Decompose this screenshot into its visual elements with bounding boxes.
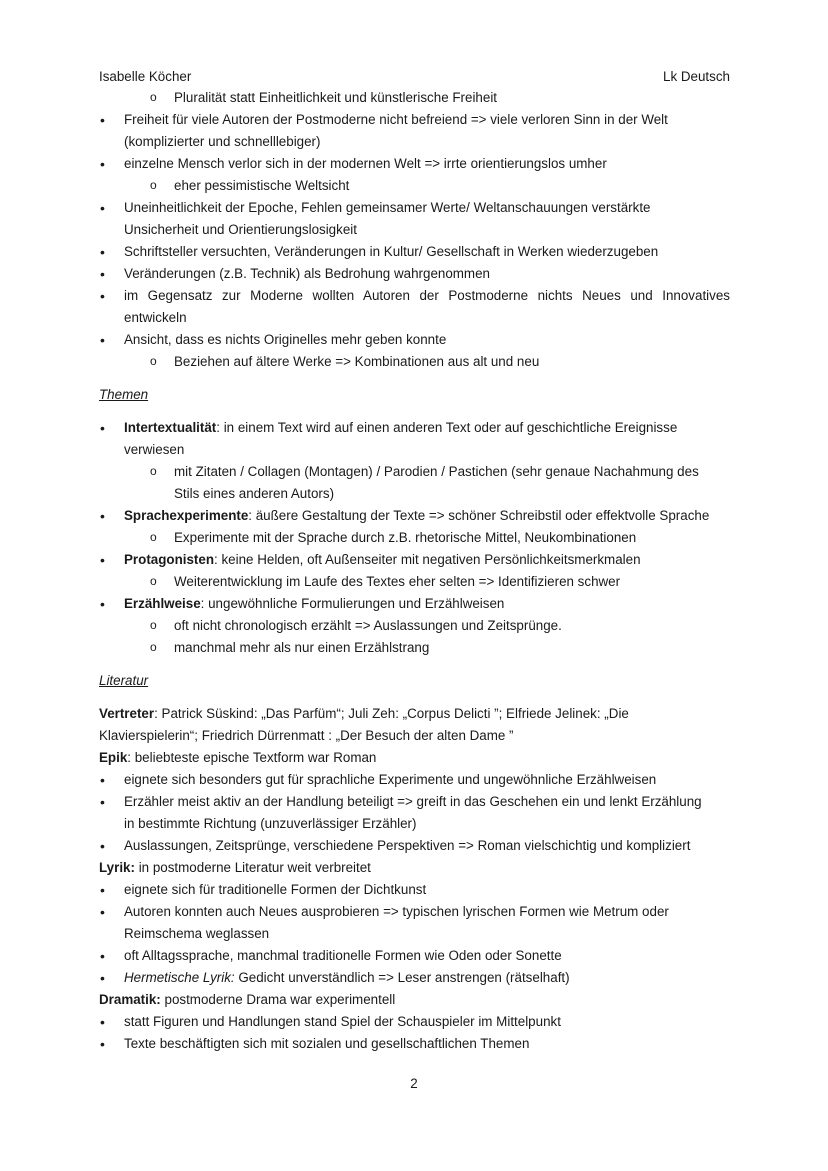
course-name: Lk Deutsch xyxy=(663,69,730,84)
bullet-text: • im Gegensatz zur Moderne wollten Autoren der Postmoderne nichts Neues und Innovatives xyxy=(124,288,730,303)
page-header xyxy=(99,69,730,87)
bullet-item: • einzelne Mensch verlor sich in der modernen Welt => irrte orientierungslos umher xyxy=(99,153,730,175)
bullet-text: (komplizierter und schnelllebiger) xyxy=(124,134,321,149)
term-label: Protagonisten xyxy=(124,552,215,567)
term-label: Hermetische Lyrik: xyxy=(124,970,235,985)
sub-bullet-item: o Beziehen auf ältere Werke => Kombinationen aus alt und neu xyxy=(99,351,730,373)
term-label: Dramatik: xyxy=(99,992,161,1007)
term-text: : äußere Gestaltung der Texte => schöner Schreibstil oder effektvolle Sprache xyxy=(248,508,710,523)
term-label: Intertextualität xyxy=(124,420,217,435)
bullet-item: • Ansicht, dass es nichts Originelles mehr geben konnte xyxy=(99,329,730,351)
bullet-item xyxy=(99,549,730,571)
term-text: : keine Helden, oft Außenseiter mit negativen Persönlichkeitsmerkmalen xyxy=(214,552,641,567)
bullet-item xyxy=(99,505,730,527)
sub-bullet-item: o oft nicht chronologisch erzählt => Auslassungen und Zeitsprünge. xyxy=(99,615,730,637)
bullet-item: • statt Figuren und Handlungen stand Spiel der Schauspieler im Mittelpunkt xyxy=(99,1011,730,1033)
bullet-text: • Uneinheitlichkeit der Epoche, Fehlen gemeinsamer Werte/ Weltanschauungen verstärkte xyxy=(124,200,651,215)
author-name: Isabelle Köcher xyxy=(99,69,192,84)
bullet-item xyxy=(99,109,730,153)
sub-bullet-item: o Experimente mit der Sprache durch z.B. rhetorische Mittel, Neukombinationen xyxy=(99,527,730,549)
bullet-item: • Texte beschäftigten sich mit sozialen und gesellschaftlichen Themen xyxy=(99,1033,730,1055)
bullet-text: • Erzähler meist aktiv an der Handlung beteiligt => greift in das Geschehen ein und lenkt Erzählung xyxy=(124,794,702,809)
bullet-item xyxy=(99,197,730,241)
sub-bullet-item: o Pluralität statt Einheitlichkeit und künstlerische Freiheit xyxy=(99,87,730,109)
term-text: Gedicht unverständlich => Leser anstrengen (rätselhaft) xyxy=(234,970,570,985)
bullet-item xyxy=(99,967,730,989)
bullet-text: Unsicherheit und Orientierungslosigkeit xyxy=(124,222,357,237)
term-label: Vertreter xyxy=(99,706,155,721)
term-text: : in einem Text wird auf einen anderen Text oder auf geschichtliche Ereignisse xyxy=(216,420,678,435)
term-label: Sprachexperimente xyxy=(124,508,249,523)
bullet-item: • eignete sich besonders gut für sprachliche Experimente und ungewöhnliche Erzählweisen xyxy=(99,769,730,791)
page-content xyxy=(99,87,730,1055)
vertreter-line xyxy=(99,703,730,725)
vertreter-line: Klavierspielerin“; Friedrich Dürrenmatt : „Der Besuch der alten Dame ” xyxy=(99,728,514,743)
lyrik-line xyxy=(99,857,730,879)
bullet-text: in bestimmte Richtung (unzuverlässiger Erzähler) xyxy=(124,816,417,831)
bullet-item: • Veränderungen (z.B. Technik) als Bedrohung wahrgenommen xyxy=(99,263,730,285)
bullet-item: • eignete sich für traditionelle Formen der Dichtkunst xyxy=(99,879,730,901)
bullet-text: Stils eines anderen Autors) xyxy=(174,486,335,501)
bullet-item xyxy=(99,791,730,835)
dramatik-line xyxy=(99,989,730,1011)
bullet-item: • Auslassungen, Zeitsprünge, verschiedene Perspektiven => Roman vielschichtig und kompliziert xyxy=(99,835,730,857)
bullet-item xyxy=(99,593,730,615)
bullet-text: entwickeln xyxy=(124,310,187,325)
epik-line xyxy=(99,747,730,769)
term-label: Lyrik: xyxy=(99,860,135,875)
bullet-text: o mit Zitaten / Collagen (Montagen) / Parodien / Pastichen (sehr genaue Nachahmung des xyxy=(174,464,699,479)
section-heading-literatur: Literatur xyxy=(99,673,149,688)
term-text: : ungewöhnliche Formulierungen und Erzählweisen xyxy=(200,596,505,611)
term-text: in postmoderne Literatur weit verbreitet xyxy=(134,860,371,875)
sub-bullet-item xyxy=(99,461,730,505)
term-text: : Patrick Süskind: „Das Parfüm“; Juli Zeh: „Corpus Delicti ”; Elfriede Jelinek: „Die xyxy=(154,706,629,721)
section-heading-themen: Themen xyxy=(99,387,149,402)
bullet-item xyxy=(99,285,730,329)
sub-bullet-item: o manchmal mehr als nur einen Erzählstrang xyxy=(99,637,730,659)
bullet-text: verwiesen xyxy=(124,442,185,457)
term-text: : beliebteste epische Textform war Roman xyxy=(127,750,377,765)
bullet-text: • Autoren konnten auch Neues ausprobieren => typischen lyrischen Formen wie Metrum oder xyxy=(124,904,669,919)
bullet-item xyxy=(99,417,730,461)
sub-bullet-item: o Weiterentwicklung im Laufe des Textes eher selten => Identifizieren schwer xyxy=(99,571,730,593)
page-number: 2 xyxy=(410,1076,418,1091)
term-text: postmoderne Drama war experimentell xyxy=(160,992,396,1007)
bullet-item: • oft Alltagssprache, manchmal traditionelle Formen wie Oden oder Sonette xyxy=(99,945,730,967)
bullet-text: • Freiheit für viele Autoren der Postmoderne nicht befreiend => viele verloren Sinn in der Welt xyxy=(124,112,668,127)
sub-bullet-item: o eher pessimistische Weltsicht xyxy=(99,175,730,197)
bullet-item: • Schriftsteller versuchten, Veränderungen in Kultur/ Gesellschaft in Werken wiederzugeben xyxy=(99,241,730,263)
term-label: Epik xyxy=(99,750,128,765)
term-label: Erzählweise xyxy=(124,596,201,611)
bullet-item xyxy=(99,901,730,945)
bullet-text: Reimschema weglassen xyxy=(124,926,270,941)
bullet-text xyxy=(124,417,730,439)
